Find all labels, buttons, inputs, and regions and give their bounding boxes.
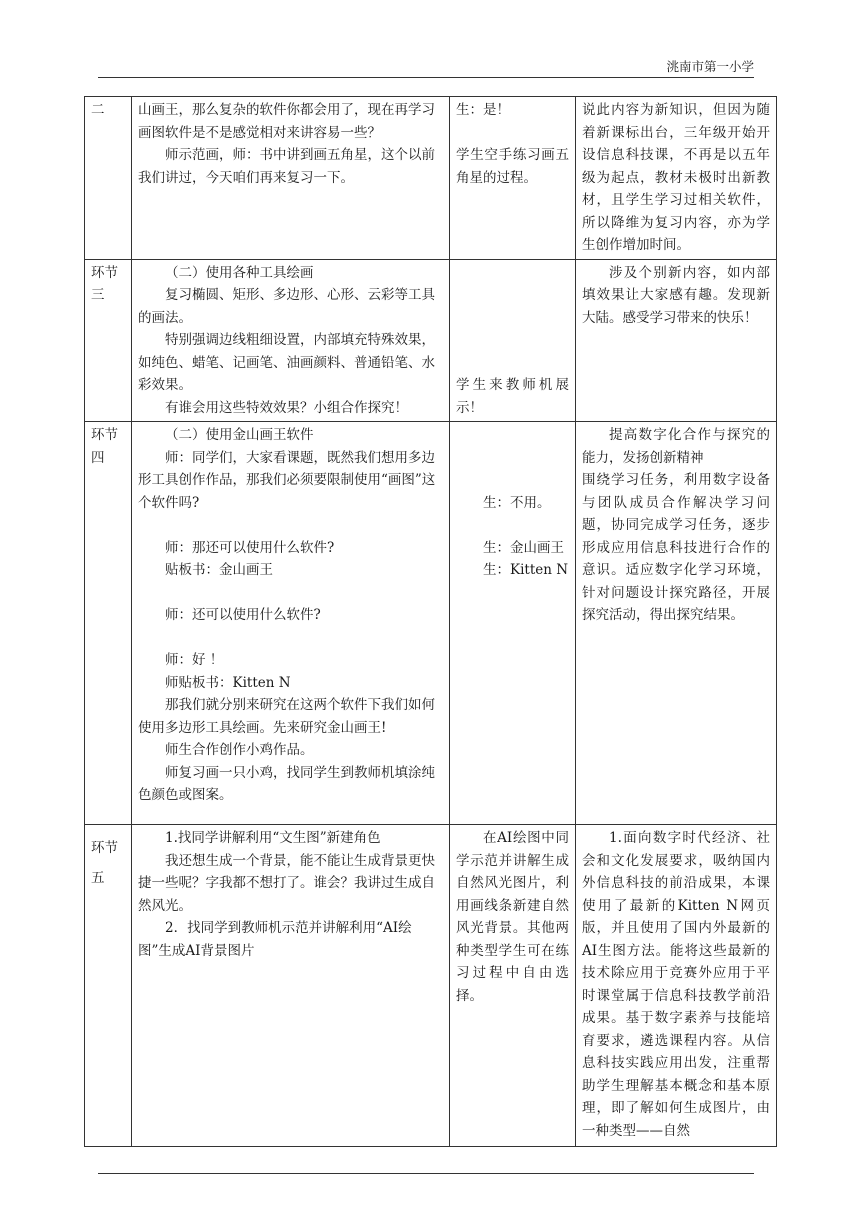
student-text: 在AI绘图中同学示范并讲解生成自然风光图片，利用画线条新建自然风光背景。其他两种类型学生可在练习过程中自由选择。 bbox=[456, 830, 569, 1004]
student-activity-cell bbox=[450, 97, 576, 260]
student-activity-cell bbox=[450, 422, 576, 825]
intent-text: 涉及个别新内容，如内部填效果让大家感有趣。发现新大陆。感受学习带来的快乐！ bbox=[582, 264, 770, 326]
stage-cell bbox=[85, 422, 132, 825]
teacher-text: 复习椭圆、矩形、多边形、心形、云彩等工具的画法。 bbox=[138, 287, 435, 326]
student-activity-cell bbox=[450, 259, 576, 422]
student-text: 学生空手练习画五角星的过程。 bbox=[456, 147, 569, 186]
teacher-text: （二）使用各种工具绘画 bbox=[165, 264, 314, 281]
design-intent-cell bbox=[576, 422, 777, 825]
teacher-text: 师：好 ！ bbox=[165, 652, 224, 668]
table-row bbox=[85, 97, 777, 260]
stage-number: 三 bbox=[91, 287, 105, 303]
student-text: 学生来教师机展示！ bbox=[456, 377, 569, 416]
student-text: 生：不用。 bbox=[483, 494, 551, 511]
teacher-text: 师示范画，师：书中讲到画五角星，这个以前我们讲过，今天咱们再来复习一下。 bbox=[138, 147, 435, 186]
intent-text: 围绕学习任务，利用数字设备与团队成员合作解决学习问题，协同完成学习任务，逐步形成应用信息科技进行合作的意识。适应数字化学习环境，针对问题设计探究路径，开展探究活动，得出探究结果。 bbox=[582, 472, 770, 623]
teacher-activity-cell bbox=[132, 422, 450, 825]
student-activity-cell bbox=[450, 825, 576, 1147]
design-intent-cell bbox=[576, 825, 777, 1147]
stage-label: 环节 bbox=[91, 427, 118, 443]
teacher-text: 2．找同学到教师机示范并讲解利用“AI绘图”生成AI背景图片 bbox=[138, 920, 412, 959]
stage-label: 环节 bbox=[91, 264, 118, 281]
spacer bbox=[456, 469, 569, 492]
design-intent-cell bbox=[576, 97, 777, 260]
lesson-plan-table bbox=[84, 96, 777, 1147]
stage-cell bbox=[85, 825, 132, 1147]
spacer bbox=[456, 122, 569, 145]
teacher-activity-cell bbox=[132, 825, 450, 1147]
teacher-text: 师生合作创作小鸡作品。 bbox=[165, 742, 314, 758]
teacher-text: 师复习画一只小鸡，找同学生到教师机填涂纯色颜色或图案。 bbox=[138, 764, 435, 803]
design-intent-cell bbox=[576, 259, 777, 422]
stage-number: 五 bbox=[91, 870, 105, 886]
table-row bbox=[85, 825, 777, 1147]
intent-text: 提高数字化合作与探究的能力，发扬创新精神 bbox=[582, 427, 770, 466]
spacer bbox=[456, 447, 569, 470]
teacher-text: 1.找同学讲解利用“文生图”新建角色 bbox=[165, 830, 381, 846]
teacher-text: 师：还可以使用什么软件? bbox=[165, 607, 321, 623]
student-text: 生：金山画王 bbox=[483, 539, 564, 556]
teacher-text: 贴板书：金山画王 bbox=[165, 562, 273, 578]
teacher-text: 师：那还可以使用什么软件? bbox=[165, 539, 335, 556]
spacer bbox=[138, 582, 443, 605]
spacer bbox=[138, 627, 443, 650]
teacher-text: （二）使用金山画王软件 bbox=[165, 427, 314, 443]
footer-rule bbox=[98, 1173, 754, 1174]
teacher-text: 山画王，那么复杂的软件你都会用了，现在再学习画图软件是不是感觉相对来讲容易一些？ bbox=[138, 102, 435, 141]
table-row bbox=[85, 422, 777, 825]
student-text: 生：是！ bbox=[456, 102, 510, 118]
table-row bbox=[85, 259, 777, 422]
student-text: 生：Kitten N bbox=[483, 562, 569, 578]
intent-text: 说此内容为新知识，但因为随着新课标出台，三年级开始开设信息科技课，不再是以五年级为起点，教材未极时出新教材，且学生学习过相关软件，所以降维为复习内容，亦为学生创作增加时间。 bbox=[582, 102, 770, 253]
teacher-text: 特别强调边线粗细设置，内部填充特殊效果，如纯色、蜡笔、记画笔、油画颜料、普通铅笔、水彩效果。 bbox=[138, 332, 435, 393]
teacher-text: 师贴板书：Kitten N bbox=[165, 674, 291, 691]
stage-label: 环节 bbox=[91, 840, 118, 856]
teacher-text: 我还想生成一个背景，能不能让生成背景更快捷一些呢？字我都不想打了。谁会？我讲过生成自然风光。 bbox=[138, 852, 435, 914]
stage-cell bbox=[85, 259, 132, 422]
teacher-text: 有谁会用这些特效效果？小组合作探究！ bbox=[165, 399, 408, 416]
teacher-activity-cell bbox=[132, 97, 450, 260]
header-rule bbox=[98, 77, 754, 78]
teacher-text: 那我们就分别来研究在这两个软件下我们如何使用多边形工具绘画。先来研究金山画王! bbox=[138, 697, 435, 736]
header-school-name: 洮南市第一小学 bbox=[666, 59, 754, 74]
teacher-text: 师：同学们，大家看课题，既然我们想用多边形工具创作作品，那我们必须要限制使用“画图”这个软件吗? bbox=[138, 449, 436, 511]
teacher-activity-cell bbox=[132, 259, 450, 422]
stage-cell bbox=[85, 97, 132, 260]
spacer bbox=[138, 514, 443, 537]
intent-text: 1.面向数字时代经济、社会和文化发展要求，吸纳国内外信息科技的前沿成果，本课使用了最新的Kitten N网页版，并且使用了国内外最新的AI生图方法。能将这些最新的技术除应用于竞赛外应用于平时课堂属于信息科技教学前沿成果。基于数字素养与技能培育要求，遴选课程内容。从信息科技实践应用出发，注重帮助学生理解基本概念和基本原理，即了解如何生成图片，由一种类型——自然 bbox=[582, 830, 770, 1139]
stage-label: 二 bbox=[91, 102, 105, 118]
stage-number: 四 bbox=[91, 449, 105, 466]
spacer bbox=[456, 514, 569, 537]
spacer bbox=[456, 424, 569, 447]
